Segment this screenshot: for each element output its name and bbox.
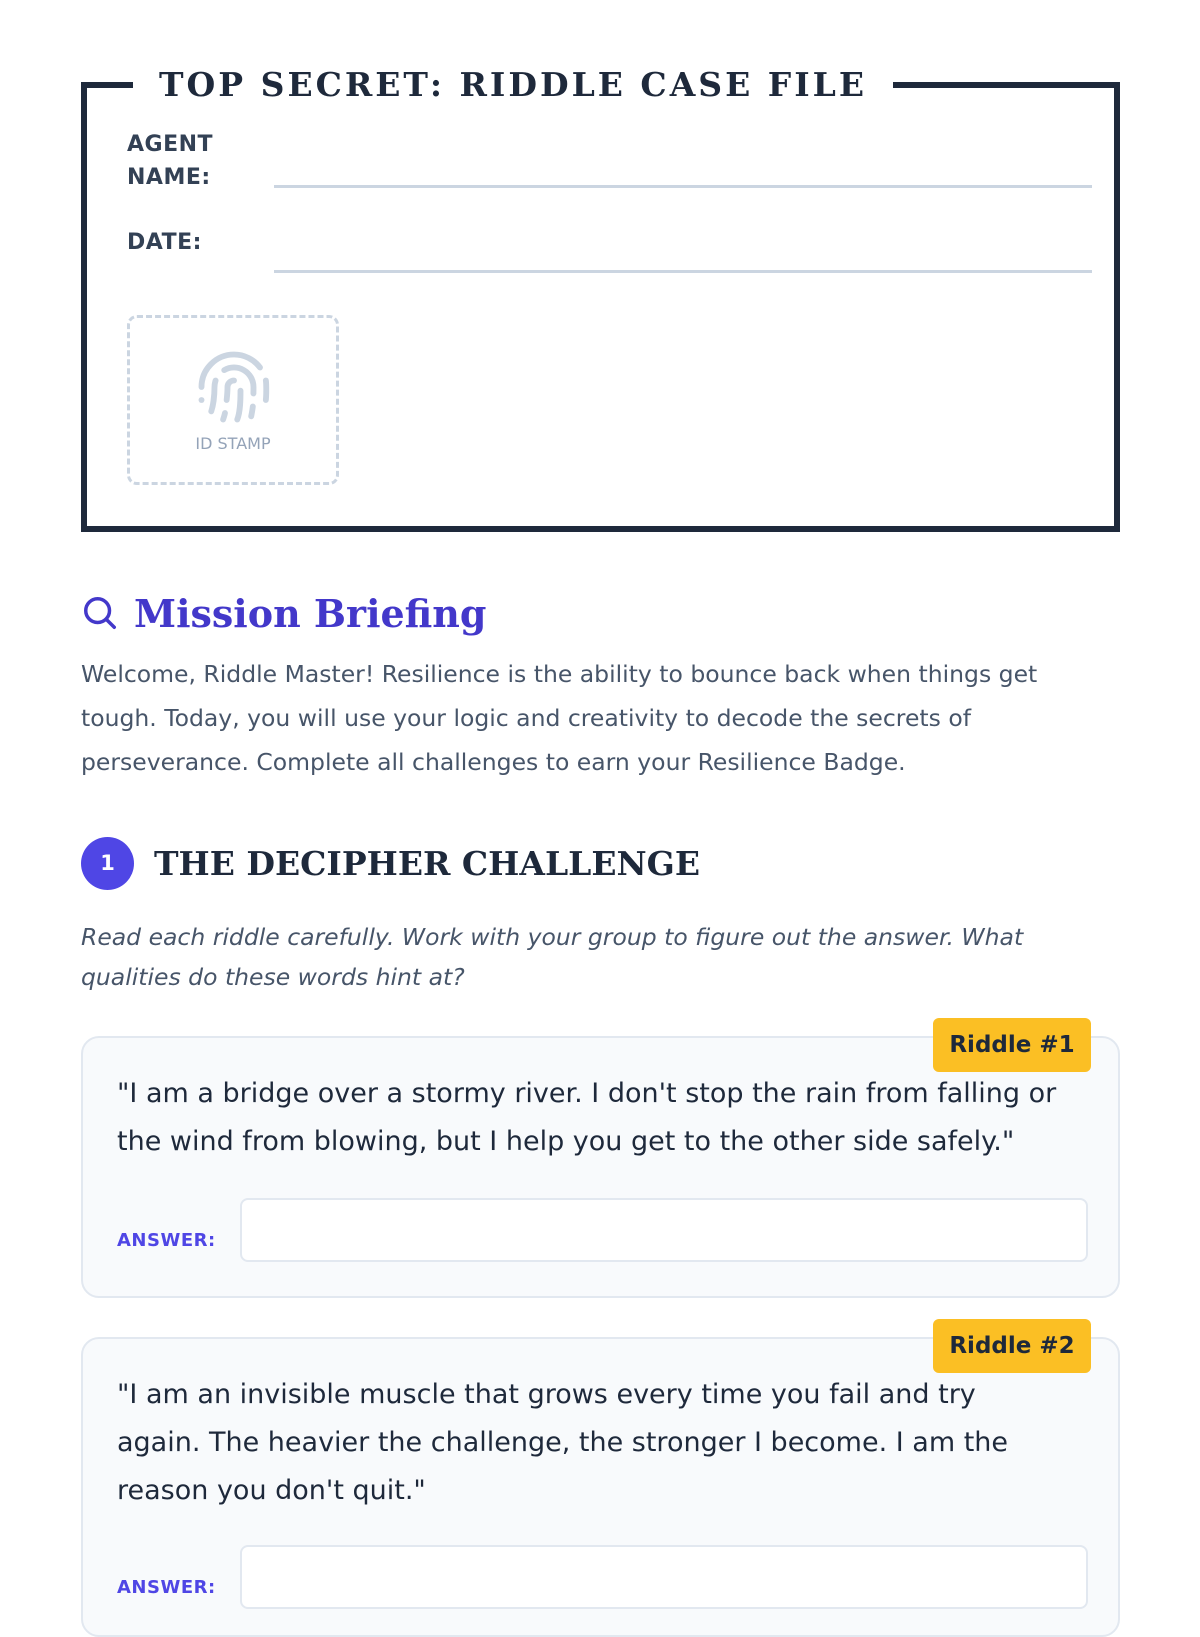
date-row xyxy=(127,226,1072,276)
id-stamp-label: ID STAMP xyxy=(195,434,271,453)
section-number-badge: 1 xyxy=(81,837,134,890)
answer-input[interactable] xyxy=(240,1198,1088,1262)
search-icon xyxy=(81,594,119,632)
date-label: DATE: xyxy=(127,230,202,255)
riddle-text: "I am a bridge over a stormy river. I don't stop the rain from falling or the wind from blowing, but I help you get to the other side safely." xyxy=(117,1078,1057,1157)
answer-label: ANSWER: xyxy=(117,1230,216,1251)
briefing-header xyxy=(81,585,487,641)
date-field[interactable] xyxy=(274,270,1092,273)
agent-name-field[interactable] xyxy=(274,185,1092,188)
id-stamp-box xyxy=(127,315,339,485)
riddle-card xyxy=(81,1333,1120,1637)
riddle-tag: Riddle #2 xyxy=(933,1319,1091,1373)
agent-name-label: AGENT NAME: xyxy=(127,132,214,190)
case-file-box xyxy=(81,65,1120,532)
section-instructions: Read each riddle carefully. Work with your group to figure out the answer. What qualities do these words hint at? xyxy=(81,923,1024,991)
agent-name-row xyxy=(127,128,1072,198)
fingerprint-icon xyxy=(195,348,273,426)
answer-label: ANSWER: xyxy=(117,1577,216,1598)
riddle-card xyxy=(81,1032,1120,1298)
answer-input[interactable] xyxy=(240,1545,1088,1609)
section-title: THE DECIPHER CHALLENGE xyxy=(154,843,701,883)
case-file-title: TOP SECRET: RIDDLE CASE FILE xyxy=(133,64,893,106)
riddle-text: "I am an invisible muscle that grows every time you fail and try again. The heavier the challenge, the stronger I become. I am the reason you don't quit." xyxy=(117,1379,1009,1506)
riddle-tag: Riddle #1 xyxy=(933,1018,1091,1072)
section-header xyxy=(81,836,700,890)
briefing-text: Welcome, Riddle Master! Resilience is the ability to bounce back when things get tough. Today, you will use your logic and creativity to decode the secrets of perseverance. Complete all challenges to earn your Resilience Badge. xyxy=(81,660,1038,776)
briefing-title: Mission Briefing xyxy=(134,590,487,636)
